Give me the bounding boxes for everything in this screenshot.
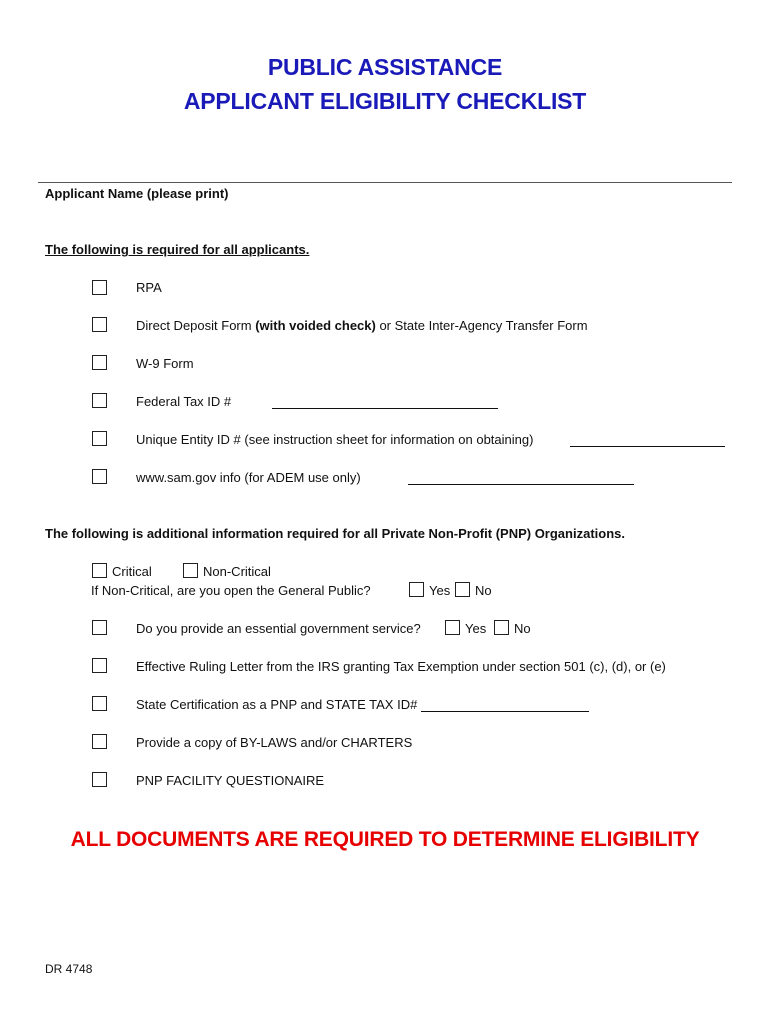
ruling-letter-label: Effective Ruling Letter from the IRS granting Tax Exemption under section 501 (c), (d), or (e) (136, 659, 666, 674)
title-line-2: APPLICANT ELIGIBILITY CHECKLIST (183, 88, 587, 114)
essential-service-no-label: No (514, 621, 531, 636)
direct-deposit-label-bold: (with voided check) (255, 318, 376, 333)
eligibility-warning: ALL DOCUMENTS ARE REQUIRED TO DETERMINE ELIGIBILITY (70, 828, 700, 851)
section-pnp-heading: The following is additional information required for all Private Non-Profit (PNP) Organizations. (45, 526, 625, 541)
critical-checkbox[interactable] (92, 563, 107, 578)
essential-service-checkbox[interactable] (92, 620, 107, 635)
federal-tax-id-label: Federal Tax ID # (136, 394, 232, 409)
ruling-letter-checkbox[interactable] (92, 658, 107, 673)
unique-entity-id-field[interactable] (570, 446, 725, 447)
w9-checkbox[interactable] (92, 355, 107, 370)
direct-deposit-checkbox[interactable] (92, 317, 107, 332)
applicant-name-line[interactable] (38, 182, 732, 183)
open-public-no-label: No (475, 583, 492, 598)
state-certification-label: State Certification as a PNP and STATE TAX ID# (136, 697, 418, 712)
applicant-name-label: Applicant Name (please print) (45, 186, 229, 201)
open-public-yes-checkbox[interactable] (409, 582, 424, 597)
open-public-yes-label: Yes (429, 583, 451, 598)
title-block (0, 50, 770, 118)
noncritical-label: Non-Critical (203, 564, 271, 579)
bylaws-label: Provide a copy of BY-LAWS and/or CHARTERS (136, 735, 413, 750)
direct-deposit-label-post: or State Inter-Agency Transfer Form (375, 318, 588, 333)
essential-service-yes-checkbox[interactable] (445, 620, 460, 635)
critical-label: Critical (112, 564, 152, 579)
pnp-facility-checkbox[interactable] (92, 772, 107, 787)
form-number: DR 4748 (45, 962, 93, 976)
w9-label: W-9 Form (136, 356, 194, 371)
section-all-heading: The following is required for all applicants. (45, 242, 310, 257)
federal-tax-id-field[interactable] (272, 408, 498, 409)
direct-deposit-label-pre: Direct Deposit Form (136, 318, 256, 333)
bylaws-checkbox[interactable] (92, 734, 107, 749)
title-line-1: PUBLIC ASSISTANCE (267, 54, 503, 80)
open-public-question: If Non-Critical, are you open the General Public? (91, 583, 371, 598)
essential-service-yes-label: Yes (465, 621, 487, 636)
sam-gov-label: www.sam.gov info (for ADEM use only) (136, 470, 361, 485)
open-public-no-checkbox[interactable] (455, 582, 470, 597)
unique-entity-id-label: Unique Entity ID # (see instruction sheet for information on obtaining) (136, 432, 534, 447)
pnp-facility-label: PNP FACILITY QUESTIONAIRE (136, 773, 325, 788)
federal-tax-id-checkbox[interactable] (92, 393, 107, 408)
state-certification-checkbox[interactable] (92, 696, 107, 711)
rpa-checkbox[interactable] (92, 280, 107, 295)
unique-entity-id-checkbox[interactable] (92, 431, 107, 446)
sam-gov-field[interactable] (408, 484, 634, 485)
essential-service-no-checkbox[interactable] (494, 620, 509, 635)
sam-gov-checkbox[interactable] (92, 469, 107, 484)
noncritical-checkbox[interactable] (183, 563, 198, 578)
state-tax-id-field[interactable] (421, 711, 589, 712)
rpa-label: RPA (136, 280, 162, 295)
direct-deposit-label (136, 318, 588, 333)
essential-service-label: Do you provide an essential government service? (136, 621, 421, 636)
